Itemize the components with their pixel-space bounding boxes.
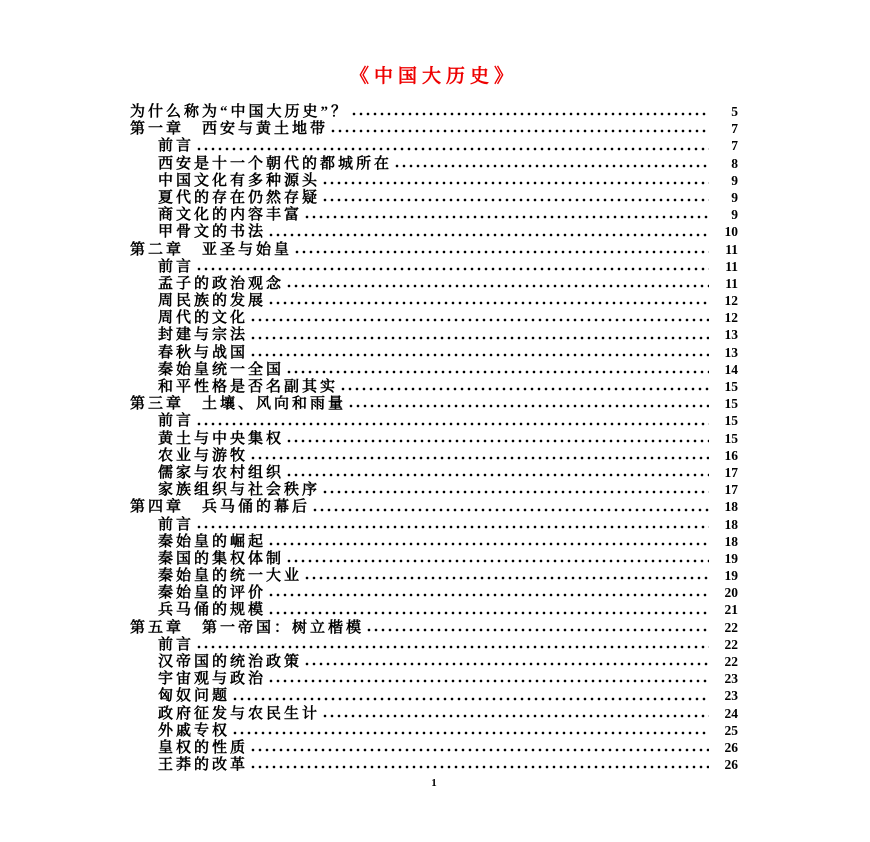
footer-page-number: 1 [431,777,437,789]
toc-page-number: 7 [731,121,738,137]
toc-entry-label: 农业与游牧 [158,447,249,464]
toc-leader-dots [251,456,709,460]
toc-leader-dots [305,215,709,219]
toc-row[interactable] [130,739,738,756]
toc-page-number: 11 [725,258,738,274]
toc-page-number: 18 [724,499,738,515]
toc-leader-dots [323,198,709,202]
toc-entry-label: 王莽的改革 [158,757,249,774]
toc-leader-dots [197,525,709,529]
toc-row[interactable] [130,378,738,395]
toc-entry-label: 甲骨文的书法 [158,224,267,241]
toc-page-number: 10 [724,224,738,240]
toc-page-number: 15 [724,379,738,394]
toc-row[interactable] [130,223,738,240]
toc-page-number: 18 [724,533,738,549]
toc-entry-label: 夏代的存在仍然存疑 [158,189,321,206]
toc-page-number: 24 [724,705,738,721]
toc-leader-dots [305,662,709,666]
toc-leader-dots [251,318,709,322]
toc-row[interactable] [130,258,738,275]
toc-row[interactable] [130,705,738,722]
toc-page-number: 19 [724,568,738,584]
toc-row[interactable] [130,533,738,550]
toc-entry-label: 周代的文化 [158,310,249,327]
toc-row[interactable] [130,120,738,137]
toc-entry-label: 西安是十一个朝代的都城所在 [158,155,393,172]
toc-leader-dots [352,112,709,116]
toc-page-number: 11 [725,241,738,257]
toc-entry-label: 汉帝国的统治政策 [158,654,303,670]
toc-entry-label: 前言 [158,138,195,155]
toc-row[interactable] [130,498,738,515]
toc-leader-dots [197,267,709,271]
toc-leader-dots [197,645,709,649]
toc-leader-dots [323,490,709,494]
toc-page-number: 26 [724,757,738,773]
toc-entry-label: 外戚专权 [158,722,231,739]
toc-leader-dots [197,422,709,426]
toc-row[interactable] [130,464,738,481]
toc-row[interactable] [130,550,738,567]
toc-row[interactable] [130,155,738,172]
toc-row[interactable] [130,292,738,309]
toc-entry-label: 春秋与战国 [158,344,249,361]
toc-leader-dots [287,473,709,477]
toc-leader-dots [287,439,709,443]
toc-leader-dots [251,336,709,340]
toc-entry-label: 孟子的政治观念 [158,275,285,292]
toc-entry-label: 第二章 亚圣与始皇 [130,241,293,258]
toc-entry-label: 和平性格是否名副其实 [158,379,339,395]
toc-entry-label: 秦国的集权体制 [158,550,285,567]
toc-row[interactable] [130,137,738,154]
toc-leader-dots [251,765,709,769]
toc-entry-label: 兵马俑的规模 [158,602,267,619]
toc-leader-dots [287,370,709,374]
toc-page-number: 15 [724,430,738,446]
toc-entry-label: 商文化的内容丰富 [158,207,303,224]
toc-leader-dots [305,576,709,580]
toc-leader-dots [233,697,709,701]
toc-page-number: 19 [724,550,738,566]
book-title: 《中国大历史》 [349,66,518,87]
toc-row[interactable] [130,481,738,498]
toc-row[interactable] [130,584,738,601]
toc-row[interactable] [130,601,738,618]
toc-leader-dots [295,250,709,254]
toc-leader-dots [341,387,709,391]
toc-page-number: 5 [731,104,738,119]
toc-entry-label: 前言 [158,636,195,653]
toc-entry-label: 周民族的发展 [158,293,267,310]
toc-leader-dots [367,628,709,632]
toc-entry-label: 第四章 兵马俑的幕后 [130,499,311,516]
toc-row[interactable] [130,447,738,464]
toc-entry-label: 为什么称为“中国大历史”？ [130,104,350,120]
toc-page-number: 23 [724,688,738,704]
toc-page-number: 20 [724,585,738,601]
toc-row[interactable] [130,395,738,412]
toc-row[interactable] [130,103,738,120]
toc-page-number: 15 [724,413,738,429]
toc [130,103,738,773]
toc-page-number: 7 [731,138,738,154]
toc-entry-label: 第五章 第一帝国：树立楷模 [130,619,365,636]
toc-leader-dots [331,129,709,133]
toc-row[interactable] [130,172,738,189]
toc-page-number: 8 [731,155,738,171]
toc-row[interactable] [130,670,738,687]
toc-page-number: 22 [724,654,738,669]
toc-page-number: 13 [724,344,738,360]
toc-row[interactable] [130,430,738,447]
toc-page-number: 22 [724,636,738,652]
toc-leader-dots [269,542,709,546]
toc-leader-dots [233,731,709,735]
toc-entry-label: 前言 [158,516,195,533]
toc-entry-label: 皇权的性质 [158,739,249,756]
toc-leader-dots [269,301,709,305]
toc-leader-dots [287,284,709,288]
toc-entry-label: 匈奴问题 [158,688,231,705]
toc-row[interactable] [130,722,738,739]
toc-page-number: 17 [724,482,738,498]
toc-entry-label: 秦始皇的崛起 [158,533,267,550]
toc-leader-dots [269,233,709,237]
toc-row[interactable] [130,412,738,429]
toc-row[interactable] [130,361,738,378]
toc-leader-dots [287,559,709,563]
toc-page-number: 15 [724,396,738,412]
toc-entry-label: 秦始皇统一全国 [158,361,285,378]
toc-leader-dots [269,593,709,597]
toc-page-number: 21 [724,602,738,618]
toc-entry-label: 封建与宗法 [158,327,249,344]
toc-page-number: 16 [724,447,738,463]
toc-page-number: 25 [724,722,738,738]
toc-leader-dots [349,404,709,408]
toc-entry-label: 前言 [158,413,195,430]
toc-entry-label: 前言 [158,258,195,275]
toc-page-number: 26 [724,739,738,755]
toc-page-number: 18 [724,516,738,532]
toc-row[interactable] [130,619,738,636]
toc-entry-label: 秦始皇的统一大业 [158,568,303,585]
toc-leader-dots [323,714,709,718]
toc-row[interactable] [130,687,738,704]
toc-row[interactable] [130,241,738,258]
toc-page-number: 13 [724,327,738,343]
toc-page-number: 12 [724,310,738,326]
toc-entry-label: 第三章 土壤、风向和雨量 [130,396,347,413]
toc-row[interactable] [130,326,738,343]
toc-leader-dots [251,353,709,357]
toc-page-number: 11 [725,275,738,291]
toc-page-number: 12 [724,293,738,309]
toc-page-number: 14 [724,361,738,377]
toc-row[interactable] [130,636,738,653]
toc-entry-label: 第一章 西安与黄土地带 [130,121,329,138]
toc-entry-label: 中国文化有多种源头 [158,172,321,189]
toc-leader-dots [251,748,709,752]
toc-row[interactable] [130,756,738,773]
toc-leader-dots [395,164,709,168]
toc-leader-dots [313,508,709,512]
toc-page-number: 9 [731,207,738,223]
toc-row[interactable] [130,275,738,292]
toc-page-number: 9 [731,172,738,188]
toc-row[interactable] [130,189,738,206]
toc-entry-label: 黄土与中央集权 [158,430,285,447]
toc-page-number: 17 [724,464,738,480]
toc-leader-dots [197,147,709,151]
toc-entry-label: 儒家与农村组织 [158,464,285,481]
toc-entry-label: 秦始皇的评价 [158,585,267,602]
toc-leader-dots [323,181,709,185]
toc-leader-dots [269,679,709,683]
toc-page-number: 9 [731,189,738,205]
toc-page-number: 23 [724,671,738,687]
toc-row[interactable] [130,567,738,584]
toc-entry-label: 宇宙观与政治 [158,671,267,688]
toc-row[interactable] [130,344,738,361]
toc-row[interactable] [130,653,738,670]
toc-leader-dots [269,611,709,615]
toc-entry-label: 政府征发与农民生计 [158,705,321,722]
toc-entry-label: 家族组织与社会秩序 [158,482,321,499]
toc-row[interactable] [130,206,738,223]
toc-row[interactable] [130,309,738,326]
toc-row[interactable] [130,516,738,533]
toc-page-number: 22 [724,619,738,635]
